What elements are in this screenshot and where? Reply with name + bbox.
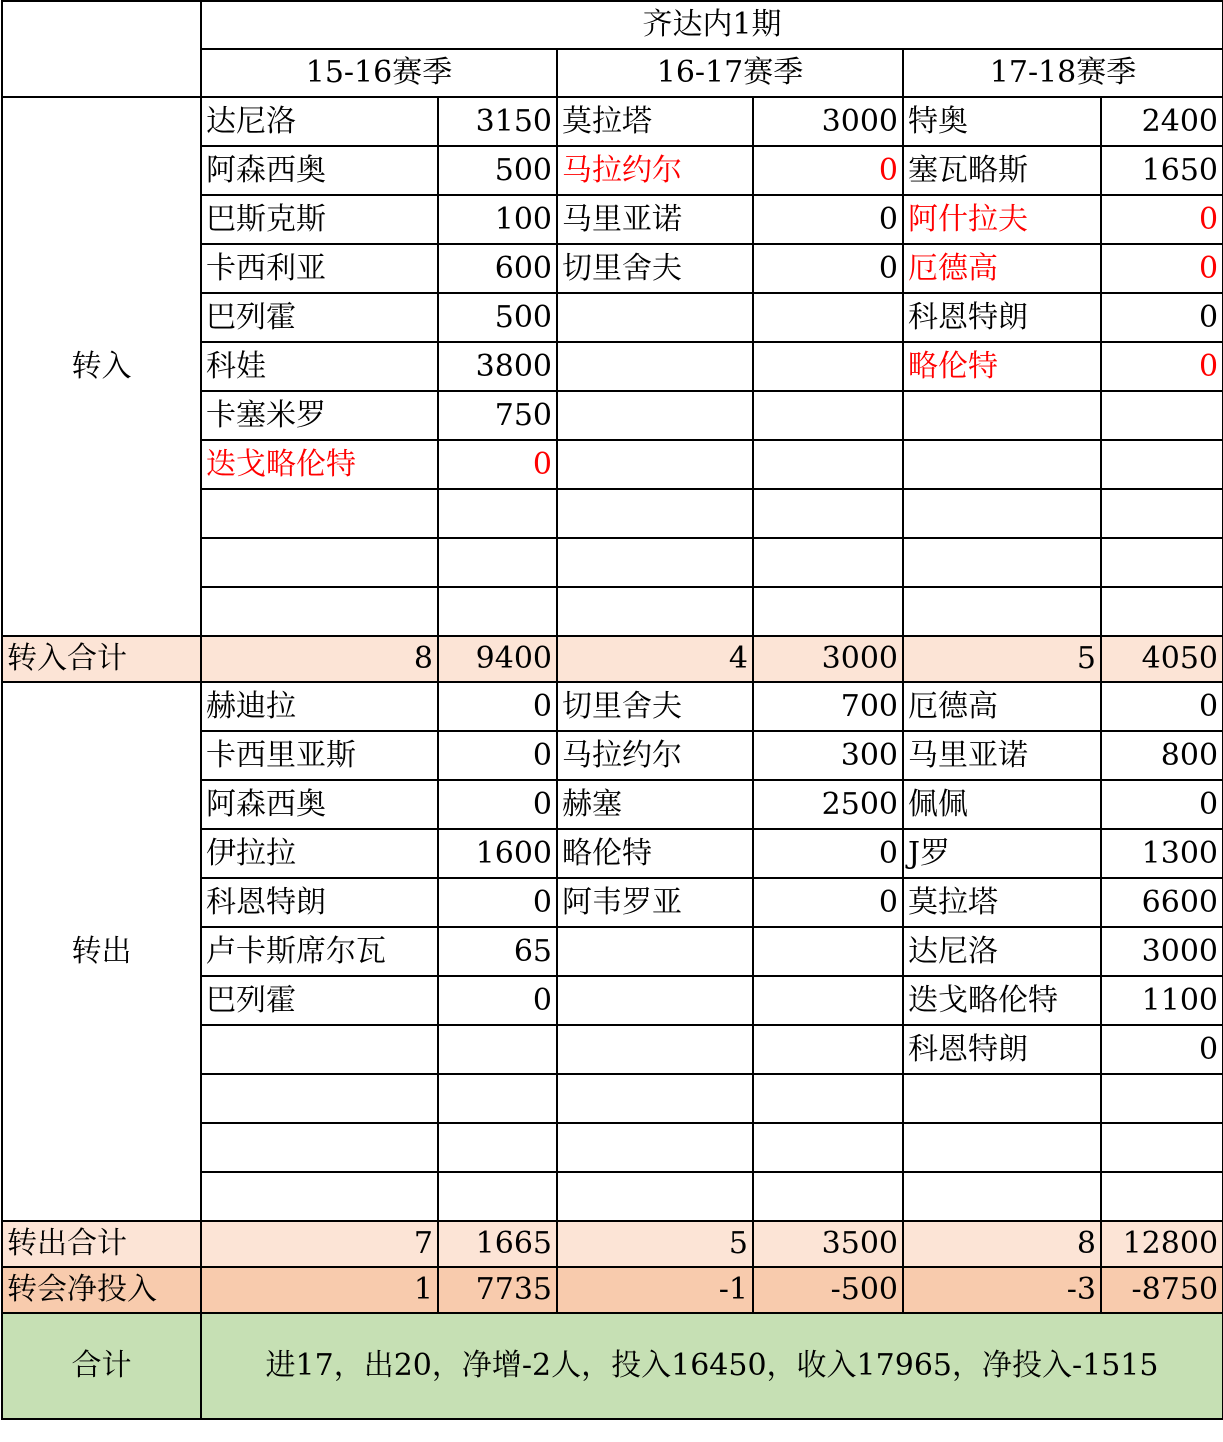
player-name: 迭戈略伦特 — [903, 976, 1101, 1025]
transfer-fee — [753, 1025, 903, 1074]
player-name: 巴斯克斯 — [201, 195, 438, 244]
transfer-fee: 0 — [753, 146, 903, 195]
player-name — [201, 587, 438, 636]
transfer-fee: 0 — [438, 682, 557, 731]
player-name — [903, 1074, 1101, 1123]
player-name: 切里舍夫 — [557, 682, 753, 731]
transfer-fee: 300 — [753, 731, 903, 780]
transfer-fee: 0 — [1101, 244, 1223, 293]
player-name: 佩佩 — [903, 780, 1101, 829]
player-name — [557, 927, 753, 976]
player-name: 巴列霍 — [201, 976, 438, 1025]
transfer-fee — [753, 1074, 903, 1123]
transfer-fee — [438, 1172, 557, 1221]
player-name: 阿森西奥 — [201, 780, 438, 829]
net-row-amount: 7735 — [438, 1267, 557, 1313]
transfer-fee: 0 — [1101, 293, 1223, 342]
player-name — [557, 1172, 753, 1221]
transfer-fee: 750 — [438, 391, 557, 440]
transfer-fee: 0 — [1101, 1025, 1223, 1074]
player-name: 达尼洛 — [903, 927, 1101, 976]
player-name — [903, 1172, 1101, 1221]
in-total-row — [2, 636, 1223, 682]
player-name — [201, 1074, 438, 1123]
in-total-row-label: 转入合计 — [2, 636, 201, 682]
player-name: 卡西里亚斯 — [201, 731, 438, 780]
player-name — [557, 1074, 753, 1123]
out-total-row-amount: 12800 — [1101, 1221, 1223, 1267]
player-name: 马拉约尔 — [557, 146, 753, 195]
transfer-fee — [438, 1074, 557, 1123]
transfer-fee: 1300 — [1101, 829, 1223, 878]
grand-total-row — [2, 1313, 1223, 1419]
player-name: 赫塞 — [557, 780, 753, 829]
in-total-row-count: 8 — [201, 636, 438, 682]
section-label-out: 转出 — [2, 682, 201, 1221]
player-name: 马拉约尔 — [557, 731, 753, 780]
transfer-fee — [753, 440, 903, 489]
transfer-fee: 0 — [1101, 342, 1223, 391]
net-row-count: 1 — [201, 1267, 438, 1313]
player-name: 切里舍夫 — [557, 244, 753, 293]
transfer-fee: 500 — [438, 146, 557, 195]
table-title: 齐达内1期 — [201, 1, 1223, 49]
out-total-row-amount: 3500 — [753, 1221, 903, 1267]
player-name: 莫拉塔 — [557, 97, 753, 146]
player-name: 厄德高 — [903, 682, 1101, 731]
out-total-row — [2, 1221, 1223, 1267]
transfer-table — [1, 0, 1223, 1420]
player-name: 阿韦罗亚 — [557, 878, 753, 927]
transfer-fee: 6600 — [1101, 878, 1223, 927]
player-name: 马里亚诺 — [903, 731, 1101, 780]
player-name — [201, 489, 438, 538]
out-total-row-label: 转出合计 — [2, 1221, 201, 1267]
transfer-fee: 1100 — [1101, 976, 1223, 1025]
net-row-count: -3 — [903, 1267, 1101, 1313]
out-total-row-count: 5 — [557, 1221, 753, 1267]
player-name: 阿什拉夫 — [903, 195, 1101, 244]
transfer-fee — [753, 342, 903, 391]
season-header-1516: 15-16赛季 — [201, 49, 557, 97]
transfer-fee: 2400 — [1101, 97, 1223, 146]
transfer-fee — [753, 538, 903, 587]
player-name: 达尼洛 — [201, 97, 438, 146]
transfer-fee: 1650 — [1101, 146, 1223, 195]
player-name — [903, 538, 1101, 587]
transfer-fee: 0 — [753, 829, 903, 878]
player-name: 阿森西奥 — [201, 146, 438, 195]
transfer-fee: 0 — [438, 976, 557, 1025]
player-name — [557, 342, 753, 391]
transfer-fee: 2500 — [753, 780, 903, 829]
player-name — [201, 1172, 438, 1221]
player-name: 迭戈略伦特 — [201, 440, 438, 489]
transfer-fee — [438, 1025, 557, 1074]
player-name: 略伦特 — [557, 829, 753, 878]
transfer-fee — [753, 1172, 903, 1221]
transfer-fee — [1101, 391, 1223, 440]
out-total-row-amount: 1665 — [438, 1221, 557, 1267]
grand-total-label: 合计 — [2, 1313, 201, 1419]
player-name: 科娃 — [201, 342, 438, 391]
player-name — [557, 1123, 753, 1172]
net-row-count: -1 — [557, 1267, 753, 1313]
section-label-in: 转入 — [2, 97, 201, 636]
transfer-fee: 0 — [438, 878, 557, 927]
player-name: 卡塞米罗 — [201, 391, 438, 440]
transfer-fee: 3000 — [1101, 927, 1223, 976]
net-row — [2, 1267, 1223, 1313]
transfer-fee: 700 — [753, 682, 903, 731]
out-total-row-count: 7 — [201, 1221, 438, 1267]
net-row-amount: -8750 — [1101, 1267, 1223, 1313]
transfer-fee — [438, 489, 557, 538]
player-name: 莫拉塔 — [903, 878, 1101, 927]
grand-total-summary: 进17，出20，净增-2人，投入16450，收入17965，净投入-1515 — [201, 1313, 1223, 1419]
player-name: J罗 — [903, 829, 1101, 878]
transfer-fee — [438, 587, 557, 636]
in-total-row-amount: 3000 — [753, 636, 903, 682]
player-name: 巴列霍 — [201, 293, 438, 342]
player-name: 略伦特 — [903, 342, 1101, 391]
player-name: 马里亚诺 — [557, 195, 753, 244]
player-name: 伊拉拉 — [201, 829, 438, 878]
net-row-label: 转会净投入 — [2, 1267, 201, 1313]
transfer-fee: 3800 — [438, 342, 557, 391]
transfer-fee: 0 — [753, 195, 903, 244]
transfer-fee: 65 — [438, 927, 557, 976]
player-name — [903, 587, 1101, 636]
transfer-fee: 500 — [438, 293, 557, 342]
transfer-fee — [753, 976, 903, 1025]
transfer-fee: 3150 — [438, 97, 557, 146]
transfer-fee — [1101, 538, 1223, 587]
player-name — [557, 440, 753, 489]
player-name — [557, 1025, 753, 1074]
player-name — [903, 440, 1101, 489]
player-name: 塞瓦略斯 — [903, 146, 1101, 195]
transfer-fee — [753, 927, 903, 976]
in_rows-row — [2, 97, 1223, 146]
transfer-fee: 0 — [438, 440, 557, 489]
corner-cell — [2, 1, 201, 97]
transfer-fee — [438, 538, 557, 587]
transfer-fee — [438, 1123, 557, 1172]
in-total-row-amount: 9400 — [438, 636, 557, 682]
transfer-fee — [1101, 1123, 1223, 1172]
transfer-fee — [1101, 1074, 1223, 1123]
transfer-fee — [753, 489, 903, 538]
player-name: 科恩特朗 — [201, 878, 438, 927]
out-total-row-count: 8 — [903, 1221, 1101, 1267]
player-name — [557, 587, 753, 636]
player-name — [903, 391, 1101, 440]
player-name — [557, 293, 753, 342]
player-name — [201, 538, 438, 587]
transfer-fee: 1600 — [438, 829, 557, 878]
player-name — [201, 1123, 438, 1172]
transfer-fee: 0 — [1101, 682, 1223, 731]
player-name: 科恩特朗 — [903, 1025, 1101, 1074]
transfer-fee: 100 — [438, 195, 557, 244]
out_rows-row — [2, 682, 1223, 731]
player-name: 赫迪拉 — [201, 682, 438, 731]
player-name: 卡西利亚 — [201, 244, 438, 293]
transfer-fee — [1101, 587, 1223, 636]
in-total-row-amount: 4050 — [1101, 636, 1223, 682]
transfer-fee: 0 — [438, 780, 557, 829]
transfer-fee: 0 — [753, 878, 903, 927]
player-name — [903, 1123, 1101, 1172]
transfer-fee — [1101, 440, 1223, 489]
transfer-fee: 800 — [1101, 731, 1223, 780]
transfer-fee: 0 — [1101, 195, 1223, 244]
season-header-1718: 17-18赛季 — [903, 49, 1223, 97]
player-name — [903, 489, 1101, 538]
in-total-row-count: 4 — [557, 636, 753, 682]
transfer-fee — [753, 587, 903, 636]
transfer-fee — [753, 391, 903, 440]
transfer-fee — [753, 1123, 903, 1172]
transfer-fee — [1101, 489, 1223, 538]
transfer-fee: 0 — [438, 731, 557, 780]
transfer-fee: 600 — [438, 244, 557, 293]
player-name — [557, 976, 753, 1025]
transfer-fee: 3000 — [753, 97, 903, 146]
transfer-fee: 0 — [753, 244, 903, 293]
player-name: 科恩特朗 — [903, 293, 1101, 342]
transfer-fee: 0 — [1101, 780, 1223, 829]
transfer-fee — [1101, 1172, 1223, 1221]
player-name — [201, 1025, 438, 1074]
player-name: 厄德高 — [903, 244, 1101, 293]
transfer-fee — [753, 293, 903, 342]
player-name — [557, 489, 753, 538]
player-name: 卢卡斯席尔瓦 — [201, 927, 438, 976]
net-row-amount: -500 — [753, 1267, 903, 1313]
player-name: 特奥 — [903, 97, 1101, 146]
player-name — [557, 538, 753, 587]
in-total-row-count: 5 — [903, 636, 1101, 682]
player-name — [557, 391, 753, 440]
season-header-1617: 16-17赛季 — [557, 49, 903, 97]
